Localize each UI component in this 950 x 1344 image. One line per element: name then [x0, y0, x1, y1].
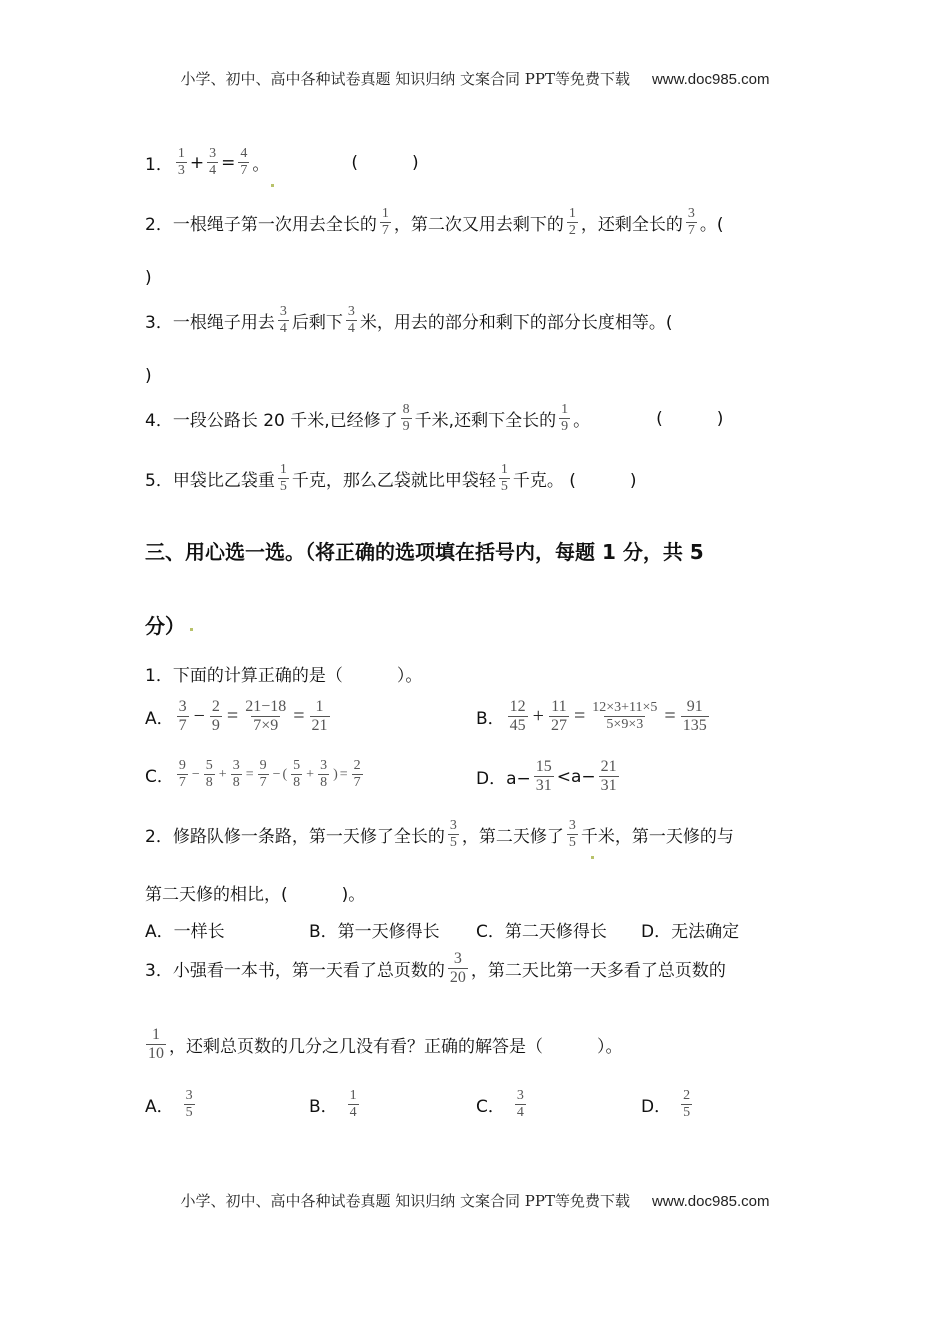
fraction: 3 7	[687, 206, 695, 239]
choice-3-option-a[interactable]	[145, 1088, 198, 1121]
equals-sign: =	[226, 705, 239, 728]
choice-1-option-b[interactable]	[476, 698, 712, 736]
fraction: $\frac{2}{9}$	[211, 698, 220, 735]
minus-sign: −	[191, 766, 200, 782]
judge-question-2	[145, 206, 723, 239]
choice-1-option-a[interactable]	[145, 698, 333, 736]
page-header	[0, 68, 950, 89]
stray-dot	[591, 856, 594, 859]
fraction: 1 9	[561, 402, 569, 435]
footer-url[interactable]: www.doc985.com	[651, 1193, 770, 1210]
right-paren: )	[333, 766, 338, 782]
plus-sign: +	[532, 705, 544, 728]
question-text: ，还剩总页数的几分之几没有看？正确的解答是（ ）。	[169, 1037, 623, 1058]
choice-question-3	[145, 950, 726, 988]
fraction: 3 7	[178, 698, 187, 735]
question-text: 米，用去的部分和剩下的部分长度相等。(	[359, 313, 673, 334]
option-label: A．	[145, 1097, 174, 1118]
question-text: 3．小强看一本书，第一天看了总页数的	[145, 961, 445, 982]
fraction: 3 4	[516, 1088, 524, 1121]
period: 。	[573, 411, 591, 432]
question-text: 3．一根绳子用去	[145, 313, 275, 334]
fraction: 2 5	[683, 1088, 691, 1121]
judge-question-4	[145, 402, 723, 435]
fraction: 3 4	[279, 304, 287, 337]
page-footer	[0, 1190, 950, 1211]
fraction: $\frac{1}{21}$	[311, 698, 328, 735]
minus-sign: −	[272, 766, 281, 782]
section-heading: 三、用心选一选。（将正确的选项填在括号内，每题 1 分，共 5	[145, 540, 704, 564]
question-number: 1．	[145, 155, 173, 176]
judge-question-2-close	[145, 268, 152, 288]
choice-1-option-c[interactable]	[145, 758, 366, 791]
fraction: 1 3	[177, 146, 185, 179]
option-label: B．	[309, 1097, 338, 1118]
question-text: 后剩下	[291, 313, 343, 334]
plus-sign: +	[306, 766, 315, 782]
choice-1-option-d[interactable]	[476, 758, 622, 796]
fraction: 1 5	[279, 462, 287, 495]
choice-2-option-b[interactable]: B．第一天修得长	[309, 922, 440, 942]
choice-question-3-line2	[143, 1026, 623, 1064]
equals-sign: =	[664, 705, 676, 728]
fraction: 5 8	[293, 758, 301, 791]
choice-question-1-stem	[145, 661, 422, 686]
equals-sign: =	[293, 705, 305, 728]
fraction: $\frac{12\times 3+11\times 5}{5\times 9\times 3}$	[592, 700, 658, 733]
answer-parentheses[interactable]: ( )	[656, 408, 724, 429]
question-text: ，第二天修了	[461, 827, 564, 848]
question-text: 2．一根绳子第一次用去全长的	[145, 215, 377, 236]
stray-dot	[271, 184, 274, 187]
fraction: 3 5	[568, 818, 576, 851]
fraction: 3 5	[185, 1088, 193, 1121]
question-text: 千米，第一天修的与	[580, 827, 734, 848]
fraction: 3 4	[347, 304, 355, 337]
answer-parentheses-close[interactable]: )	[145, 366, 152, 386]
option-label: D．	[641, 1097, 672, 1118]
option-label: C．	[145, 767, 174, 788]
fraction: 12 45	[509, 698, 526, 735]
question-text: 1．下面的计算正确的是（ ）。	[145, 666, 423, 686]
answer-parentheses[interactable]: ( )	[351, 152, 419, 173]
left-paren: (	[282, 766, 288, 782]
period: 。	[252, 155, 270, 176]
option-label: A．	[145, 709, 174, 730]
fraction: $\frac{21-18}{7\times 9}$	[245, 698, 287, 735]
section-heading-cont: 分）	[145, 614, 185, 638]
stray-dot	[190, 628, 193, 631]
less-than-expression: <a−	[556, 766, 596, 787]
judge-question-1	[145, 146, 419, 179]
judge-question-3-close	[145, 366, 152, 386]
fraction: $\frac{21}{31}$	[600, 758, 617, 795]
question-text: 5．甲袋比乙袋重	[145, 471, 275, 492]
minus-sign: −	[193, 705, 205, 728]
answer-parentheses-close[interactable]: )	[145, 268, 152, 288]
plus-sign: +	[189, 152, 205, 173]
equals-sign: =	[339, 766, 348, 782]
option-label: B．	[476, 709, 505, 730]
fraction: 1 4	[349, 1088, 357, 1121]
question-text: ，第二次又用去剩下的	[393, 215, 564, 236]
fraction: 1 7	[381, 206, 389, 239]
choice-3-option-b[interactable]	[309, 1088, 362, 1121]
answer-parentheses[interactable]: 千克。 ( )	[512, 471, 637, 492]
judge-question-3	[145, 304, 672, 337]
choice-3-option-d[interactable]	[641, 1088, 695, 1121]
header-url[interactable]: www.doc985.com	[651, 71, 770, 88]
header-text: 小学、初中、高中各种试卷真题 知识归纳 文案合同 PPT等免费下载	[180, 70, 630, 88]
fraction: $\frac{5}{8}$	[205, 758, 213, 791]
fraction: 3 20	[449, 950, 466, 987]
equals-sign: =	[245, 766, 254, 782]
choice-2-option-a[interactable]: A．一样长	[145, 922, 225, 942]
question-text: 2．修路队修一条路，第一天修了全长的	[145, 827, 445, 848]
question-text: 千克，那么乙袋就比甲袋轻	[291, 471, 496, 492]
fraction: 1 10	[148, 1026, 164, 1063]
answer-parentheses-open[interactable]: 。(	[699, 215, 724, 236]
fraction: $\frac{9}{7}$	[259, 758, 267, 791]
fraction: 3 5	[449, 818, 457, 851]
equals-sign: =	[221, 152, 236, 173]
fraction: $\frac{3}{4}$	[209, 146, 217, 179]
fraction: $\frac{3}{8}$	[232, 758, 240, 791]
question-text: 第二天修的相比，( )。	[145, 885, 366, 905]
judge-question-5	[145, 462, 637, 495]
fraction: 1 5	[500, 462, 508, 495]
fraction: 9 7	[178, 758, 186, 791]
option-label: D．a−	[476, 769, 531, 790]
fraction: 8 9	[402, 402, 410, 435]
choice-question-2	[145, 818, 734, 851]
question-text: 千米,还剩下全长的	[414, 411, 557, 432]
fraction: 1 2	[568, 206, 576, 239]
fraction: $\frac{4}{7}$	[240, 146, 248, 179]
question-text: ，第二天比第一天多看了总页数的	[470, 961, 726, 982]
equals-sign: =	[573, 705, 586, 728]
fraction: $\frac{3}{8}$	[320, 758, 328, 791]
choice-2-option-d[interactable]: D．无法确定	[641, 922, 740, 942]
footer-text: 小学、初中、高中各种试卷真题 知识归纳 文案合同 PPT等免费下载	[180, 1192, 630, 1210]
fraction: $\frac{15}{31}$	[535, 758, 552, 795]
choice-2-option-c[interactable]: C．第二天修得长	[476, 922, 607, 942]
question-text: ，还剩全长的	[580, 215, 683, 236]
choice-3-option-c[interactable]	[476, 1088, 529, 1121]
question-text: 4．一段公路长 20 千米,已经修了	[145, 411, 398, 432]
fraction: $\frac{11}{27}$	[550, 698, 567, 735]
fraction: $\frac{2}{7}$	[353, 758, 361, 791]
fraction: $\frac{91}{135}$	[682, 698, 707, 735]
option-label: C．	[476, 1097, 505, 1118]
plus-sign: +	[218, 766, 227, 782]
choice-question-2-line2	[145, 880, 365, 905]
